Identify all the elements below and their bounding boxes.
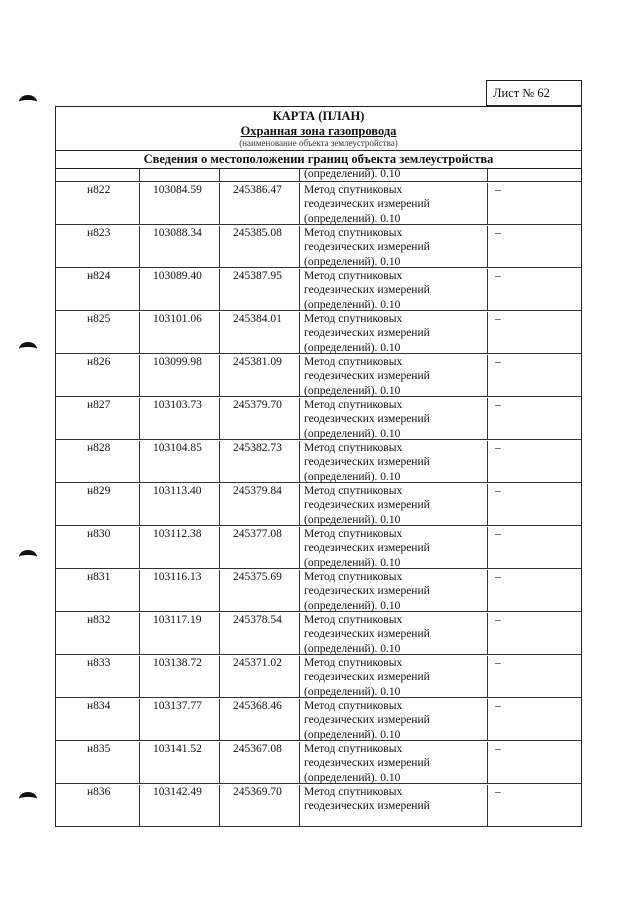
method-line: (определений). 0.10: [304, 685, 401, 698]
note-cell: –: [495, 270, 501, 282]
document-title: КАРТА (ПЛАН): [272, 109, 365, 123]
method-line: Метод спутниковых: [304, 227, 403, 239]
method-continuation: (определений). 0.10: [300, 169, 488, 181]
coord-x: 103104.85: [140, 441, 220, 482]
table-row: [56, 569, 581, 612]
method-line: (определений). 0.10: [304, 556, 401, 569]
binder-hole-mark: [19, 550, 37, 564]
method-line: (определений). 0.10: [304, 728, 401, 741]
table-row: [56, 225, 581, 268]
method-cell: [300, 312, 488, 353]
coord-x: 103113.40: [140, 484, 220, 525]
method-cell: [300, 398, 488, 439]
method-line: (определений). 0.10: [304, 298, 401, 311]
method-cell: [300, 527, 488, 568]
method-line: геодезических измерений: [304, 327, 430, 340]
method-cell: [300, 656, 488, 697]
coord-x: 103112.38: [140, 527, 220, 568]
point-name: н825: [56, 312, 140, 353]
coord-y: 245369.70: [220, 785, 300, 826]
coord-x: 103117.19: [140, 613, 220, 654]
point-name: н836: [56, 785, 140, 826]
method-cell: [300, 699, 488, 740]
method-line: Метод спутниковых: [304, 614, 403, 626]
coord-y: 245375.69: [220, 570, 300, 611]
coord-y: 245378.54: [220, 613, 300, 654]
method-line: Метод спутниковых: [304, 786, 403, 798]
coord-y: 245379.70: [220, 398, 300, 439]
method-cell: [300, 570, 488, 611]
method-cell: [300, 484, 488, 525]
point-name: н828: [56, 441, 140, 482]
coord-x: 103142.49: [140, 785, 220, 826]
method-cell: [300, 785, 488, 826]
document-header: [56, 106, 581, 150]
method-line: Метод спутниковых: [304, 399, 403, 411]
sheet-number-box: [486, 80, 582, 106]
point-name: н831: [56, 570, 140, 611]
method-line: Метод спутниковых: [304, 356, 403, 368]
method-line: геодезических измерений: [304, 757, 430, 770]
coord-x: 103103.73: [140, 398, 220, 439]
table-row: [56, 784, 581, 827]
note-cell: –: [495, 184, 501, 196]
method-line: Метод спутниковых: [304, 184, 403, 196]
method-line: Метод спутниковых: [304, 657, 403, 669]
note-cell: –: [495, 786, 501, 798]
note-cell: –: [495, 356, 501, 368]
point-name: н827: [56, 398, 140, 439]
method-line: геодезических измерений: [304, 714, 430, 727]
method-line: (определений). 0.10: [304, 642, 401, 655]
coord-x: 103138.72: [140, 656, 220, 697]
coord-y: 245371.02: [220, 656, 300, 697]
coord-y: 245384.01: [220, 312, 300, 353]
method-line: (определений). 0.10: [304, 771, 401, 784]
method-line: Метод спутниковых: [304, 313, 403, 325]
table-body: [56, 182, 581, 827]
continuation-row: [56, 169, 581, 182]
method-line: Метод спутниковых: [304, 528, 403, 540]
note-cell: –: [495, 614, 501, 626]
point-name: н835: [56, 742, 140, 783]
object-name: Охранная зона газопровода: [240, 124, 397, 138]
coord-y: 245377.08: [220, 527, 300, 568]
point-name: н823: [56, 226, 140, 267]
method-line: (определений). 0.10: [304, 212, 401, 225]
method-line: геодезических измерений: [304, 671, 430, 684]
method-line: (определений). 0.10: [304, 599, 401, 612]
method-line: Метод спутниковых: [304, 270, 403, 282]
note-cell: –: [495, 399, 501, 411]
method-line: (определений). 0.10: [304, 255, 401, 268]
note-cell: –: [495, 657, 501, 669]
method-line: Метод спутниковых: [304, 442, 403, 454]
method-line: геодезических измерений: [304, 800, 430, 813]
point-name: н822: [56, 183, 140, 224]
method-line: (определений). 0.10: [304, 384, 401, 397]
coord-x: 103084.59: [140, 183, 220, 224]
coordinates-table: [55, 106, 582, 827]
method-cell: [300, 226, 488, 267]
binder-hole-mark: [19, 342, 37, 356]
method-line: (определений). 0.10: [304, 513, 401, 526]
method-line: геодезических измерений: [304, 499, 430, 512]
table-row: [56, 483, 581, 526]
method-line: геодезических измерений: [304, 370, 430, 383]
table-row: [56, 397, 581, 440]
note-cell: –: [495, 313, 501, 325]
method-line: Метод спутниковых: [304, 571, 403, 583]
coord-x: 103141.52: [140, 742, 220, 783]
method-cell: [300, 355, 488, 396]
note-cell: –: [495, 571, 501, 583]
note-cell: –: [495, 485, 501, 497]
point-name: н832: [56, 613, 140, 654]
method-line: геодезических измерений: [304, 628, 430, 641]
method-line: (определений). 0.10: [304, 470, 401, 483]
method-cell: [300, 183, 488, 224]
note-cell: –: [495, 227, 501, 239]
method-line: геодезических измерений: [304, 241, 430, 254]
point-name: н829: [56, 484, 140, 525]
note-cell: –: [495, 528, 501, 540]
coord-x: 103137.77: [140, 699, 220, 740]
note-cell: –: [495, 700, 501, 712]
coord-y: 245386.47: [220, 183, 300, 224]
table-row: [56, 311, 581, 354]
table-row: [56, 354, 581, 397]
method-line: геодезических измерений: [304, 198, 430, 211]
point-name: н824: [56, 269, 140, 310]
method-line: Метод спутниковых: [304, 485, 403, 497]
method-cell: [300, 441, 488, 482]
sheet-number: 62: [537, 86, 550, 100]
binder-hole-mark: [19, 792, 37, 806]
method-line: геодезических измерений: [304, 542, 430, 555]
coord-y: 245381.09: [220, 355, 300, 396]
table-row: [56, 612, 581, 655]
table-row: [56, 526, 581, 569]
method-line: геодезических измерений: [304, 456, 430, 469]
table-row: [56, 698, 581, 741]
coord-x: 103116.13: [140, 570, 220, 611]
section-title: Сведения о местоположении границ объекта землеустройства: [56, 150, 581, 169]
coord-y: 245385.08: [220, 226, 300, 267]
method-line: (определений). 0.10: [304, 341, 401, 354]
point-name: н833: [56, 656, 140, 697]
note-cell: –: [495, 743, 501, 755]
table-row: [56, 440, 581, 483]
method-cell: [300, 613, 488, 654]
coord-y: 245387.95: [220, 269, 300, 310]
table-row: [56, 268, 581, 311]
table-row: [56, 182, 581, 225]
table-row: [56, 741, 581, 784]
method-line: (определений). 0.10: [304, 427, 401, 440]
method-line: геодезических измерений: [304, 284, 430, 297]
coord-x: 103099.98: [140, 355, 220, 396]
coord-y: 245382.73: [220, 441, 300, 482]
coord-x: 103101.06: [140, 312, 220, 353]
coord-y: 245367.08: [220, 742, 300, 783]
point-name: н826: [56, 355, 140, 396]
table-row: [56, 655, 581, 698]
method-line: Метод спутниковых: [304, 743, 403, 755]
coord-y: 245379.84: [220, 484, 300, 525]
method-cell: [300, 742, 488, 783]
coord-y: 245368.46: [220, 699, 300, 740]
method-line: Метод спутниковых: [304, 700, 403, 712]
coord-x: 103088.34: [140, 226, 220, 267]
point-name: н830: [56, 527, 140, 568]
method-line: геодезических измерений: [304, 413, 430, 426]
sheet-label: Лист №: [493, 86, 535, 100]
object-caption: (наименование объекта землеустройства): [239, 138, 398, 148]
point-name: н834: [56, 699, 140, 740]
binder-hole-mark: [19, 95, 37, 109]
method-cell: [300, 269, 488, 310]
coord-x: 103089.40: [140, 269, 220, 310]
method-line: геодезических измерений: [304, 585, 430, 598]
note-cell: –: [495, 442, 501, 454]
